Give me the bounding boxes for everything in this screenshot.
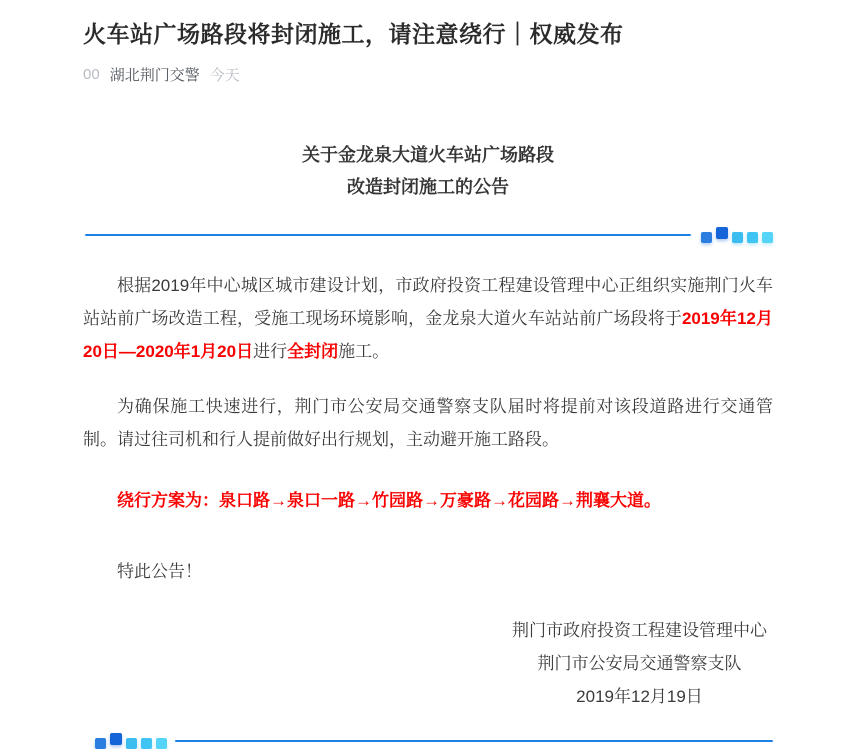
bottom-divider — [83, 733, 773, 749]
pixel-square-icon — [95, 738, 106, 749]
pixel-square-icon — [701, 232, 712, 243]
pixel-square-icon — [747, 232, 758, 243]
announcement-heading-line2: 改造封闭施工的公告 — [347, 177, 509, 197]
pixel-square-icon — [732, 232, 743, 243]
pixel-square-icon — [762, 232, 773, 243]
signature-org2: 荆门市公安局交通警察支队 — [537, 654, 742, 673]
para1-highlight-closure: 全封闭 — [287, 342, 339, 361]
meta-prefix: 00 — [83, 66, 100, 83]
pixel-squares-decoration-top — [701, 227, 773, 243]
paragraph-traffic-control: 为确保施工快速进行，荆门市公安局交通警察支队届时将提前对该段道路进行交通管制。请过往司机和行人提前做好出行规划，主动避开施工路段。 — [83, 397, 773, 449]
pixel-square-icon — [141, 738, 152, 749]
detour-plan-line — [83, 484, 773, 517]
para1-text-after: 施工。 — [338, 342, 390, 361]
article-title: 火车站广场路段将封闭施工，请注意绕行｜权威发布 — [83, 21, 624, 47]
pixel-square-icon — [110, 733, 122, 745]
detour-plan-text: 绕行方案为：泉口路→泉口一路→竹园路→万豪路→花园路→荆襄大道。 — [117, 491, 661, 510]
para1-text-middle: 进行 — [253, 342, 288, 361]
para1-highlight-dates: 2019年12月20日—2020年1月20日 — [83, 309, 774, 361]
notice-closing-line: 特此公告！ — [117, 562, 202, 581]
pixel-square-icon — [716, 227, 728, 239]
bottom-divider-line — [175, 740, 773, 742]
pixel-squares-decoration-bottom — [95, 733, 167, 749]
top-divider — [83, 227, 773, 243]
signature-org1: 荆门市政府投资工程建设管理中心 — [512, 621, 767, 640]
paragraph-construction-notice — [83, 269, 773, 368]
signature-block — [512, 614, 767, 713]
pixel-square-icon — [126, 738, 137, 749]
pixel-square-icon — [156, 738, 167, 749]
top-divider-line — [85, 234, 691, 236]
signature-date: 2019年12月19日 — [576, 687, 703, 706]
announcement-heading — [83, 139, 773, 203]
para1-text-before: 根据2019年中心城区城市建设计划，市政府投资工程建设管理中心正组织实施荆门火车站站前广场改造工程，受施工现场环境影响，金龙泉大道火车站站前广场段将于 — [83, 276, 773, 328]
account-name-link[interactable]: 湖北荆门交警 — [109, 67, 200, 84]
announcement-heading-line1: 关于金龙泉大道火车站广场路段 — [302, 145, 554, 165]
article-meta — [83, 64, 773, 85]
publish-date: 今天 — [209, 67, 240, 84]
